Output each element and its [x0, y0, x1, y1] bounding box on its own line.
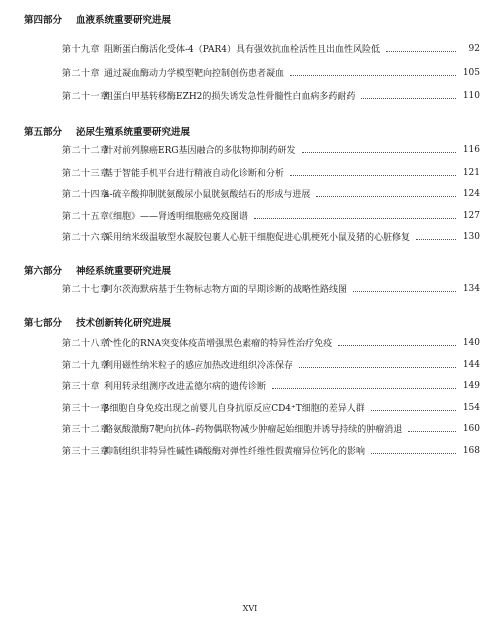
toc-entry[interactable]: [62, 209, 480, 222]
toc-entry[interactable]: [62, 282, 480, 295]
dot-leader: [316, 196, 456, 197]
section-heading: [24, 124, 190, 138]
dot-leader: [371, 410, 456, 411]
page-number: 127: [462, 210, 480, 221]
section-title-text: 技术创新转化研究进展: [76, 318, 172, 329]
chapter-title: 阿尔茨海默病基于生物标志物方面的早期诊断的战略性路线图: [104, 285, 348, 295]
toc-entry[interactable]: [62, 358, 480, 371]
dot-leader: [408, 431, 456, 432]
dot-leader: [371, 453, 456, 454]
dot-leader: [416, 239, 456, 240]
page-number: 130: [462, 231, 480, 242]
dot-leader: [361, 98, 456, 99]
chapter-title: 基于智能手机平台进行精液自动化诊断和分析: [104, 169, 285, 179]
section-part-label: 第六部分: [24, 266, 63, 277]
chapter-label: 第二十四章: [62, 190, 110, 200]
section-heading: [24, 315, 171, 329]
chapter-label: 第二十九章: [62, 361, 110, 371]
footer-page-number: XVI: [242, 604, 258, 613]
section-part-label: 第七部分: [24, 318, 63, 329]
dot-leader: [299, 367, 456, 368]
page-number: 134: [462, 283, 480, 294]
page-number: 168: [462, 445, 480, 456]
page-number: 110: [462, 90, 480, 101]
chapter-title: 个性化的RNA突变体疫苗增强黑色素瘤的特异性治疗免疫: [104, 339, 333, 349]
dot-leader: [302, 152, 456, 153]
section-title-text: 神经系统重要研究进展: [76, 266, 172, 277]
dot-leader: [254, 218, 456, 219]
page-number: 154: [462, 402, 480, 413]
chapter-label: 第二十六章: [62, 233, 110, 243]
toc-entry[interactable]: [62, 336, 480, 349]
toc-entry[interactable]: [62, 166, 480, 179]
chapter-label: 第二十三章: [62, 169, 110, 179]
page-number: 124: [462, 188, 480, 199]
toc-entry[interactable]: [62, 42, 480, 55]
section-title-text: 血液系统重要研究进展: [76, 15, 172, 26]
section-part-label: 第五部分: [24, 127, 63, 138]
chapter-label: 第二十一章: [62, 92, 110, 102]
dot-leader: [386, 51, 456, 52]
chapter-title: 通过凝血酶动力学模型靶向控制创伤患者凝血: [104, 69, 285, 79]
chapter-title: β细胞自身免疫出现之前婴儿自身抗原反应CD4⁺T细胞的差异人群: [104, 404, 365, 414]
page-number: 160: [462, 423, 480, 434]
page-number: 140: [462, 337, 480, 348]
chapter-title: a-硫辛酸抑制胱氨酸尿小鼠胱氨酸结石的形成与进展: [104, 190, 311, 200]
toc-entry[interactable]: [62, 143, 480, 156]
chapter-title: 利用转录组测序改进孟德尔病的遗传诊断: [104, 382, 267, 392]
dot-leader: [272, 388, 456, 389]
chapter-title: 针对前列腺癌ERG基因融合的多肽物抑制药研发: [104, 146, 296, 156]
chapter-label: 第二十二章: [62, 146, 110, 156]
chapter-title: 阻断蛋白酶活化受体-4（PAR4）具有强效抗血栓活性且出血性风险低: [104, 45, 381, 55]
page-number: 116: [462, 144, 480, 155]
chapter-title: 采用纳米级温敏型水凝胶包裹人心脏干细胞促进心肌梗死小鼠及猪的心脏修复: [104, 233, 411, 243]
section-part-label: 第四部分: [24, 15, 63, 26]
toc-entry[interactable]: [62, 422, 480, 435]
chapter-title: 抑制组织非特异性碱性磷酸酶对弹性纤维性假黄瘤异位钙化的影响: [104, 447, 366, 457]
section-title-text: 泌尿生殖系统重要研究进展: [76, 127, 191, 138]
page-number: 144: [462, 359, 480, 370]
page-number: 121: [462, 167, 480, 178]
chapter-label: 第二十七章: [62, 285, 110, 295]
toc-entry[interactable]: [62, 379, 480, 392]
chapter-label: 第二十章: [62, 69, 101, 79]
section-heading: [24, 263, 171, 277]
dot-leader: [290, 175, 456, 176]
chapter-label: 第三十一章: [62, 404, 110, 414]
dot-leader: [353, 291, 456, 292]
chapter-title: 组蛋白甲基转移酶EZH2的损失诱发急性骨髓性白血病多药耐药: [104, 92, 356, 102]
toc-entry[interactable]: [62, 89, 480, 102]
toc-entry[interactable]: [62, 444, 480, 457]
chapter-title: 利用磁性纳米粒子的感应加热改进组织冷冻保存: [104, 361, 294, 371]
section-heading: [24, 12, 171, 26]
toc-entry[interactable]: [62, 401, 480, 414]
chapter-label: 第二十八章: [62, 339, 110, 349]
toc-entry[interactable]: [62, 230, 480, 243]
toc-entry[interactable]: [62, 187, 480, 200]
chapter-label: 第三十章: [62, 382, 101, 392]
chapter-label: 第三十三章: [62, 447, 110, 457]
chapter-title: 《细胞》——肾透明细胞癌免疫图谱: [104, 212, 249, 222]
chapter-label: 第十九章: [62, 45, 101, 55]
page-number: 149: [462, 380, 480, 391]
page-number: 105: [462, 67, 480, 78]
page-number: 92: [468, 43, 480, 54]
chapter-title: 酪氨酸激酶7靶向抗体–药物偶联物减少肿瘤起始细胞并诱导持续的肿瘤消退: [104, 425, 403, 435]
dot-leader: [290, 75, 456, 76]
chapter-label: 第二十五章: [62, 212, 110, 222]
toc-entry[interactable]: [62, 66, 480, 79]
chapter-label: 第三十二章: [62, 425, 110, 435]
dot-leader: [338, 345, 456, 346]
